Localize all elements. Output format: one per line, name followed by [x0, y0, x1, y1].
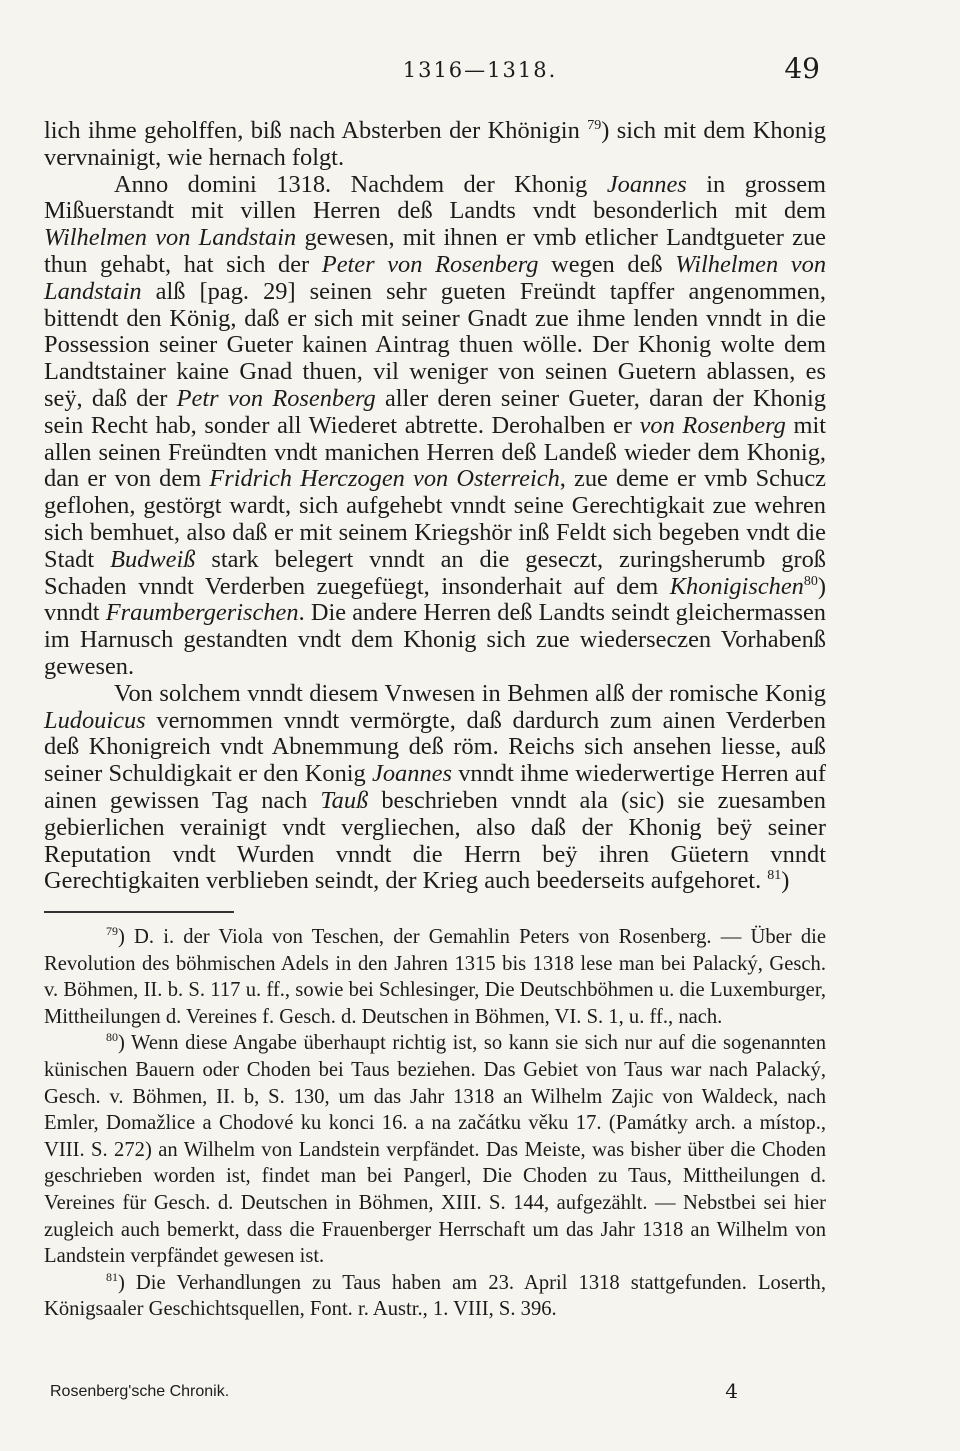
text-run: ) sich mit dem Khonig vervnainigt, wie hernach folgt.: [44, 117, 826, 171]
text-run: alß [pag. 29] seinen sehr gueten Freündt tapffer angenommen, bittendt den König, daß er sich mit seiner Gnadt zue ihme lenden vnndt in die Possession seiner Gueter kainen Aintrag thuen wölle. Der Khonig wolte dem Landtstainer kaine Gnad thuen, vil weniger von seinen Guetern ablassen, es seÿ, daß der: [44, 277, 826, 412]
text-run: gewesen, mit ihnen er vmb etlicher Landtgueter zue thun gehabt, hat sich der: [44, 224, 826, 278]
text-run: aller deren seiner Gueter, daran der Khonig sein Recht hab, sonder all Wiederet abtrette. Derohalben er: [44, 384, 826, 439]
footnote-79: [44, 924, 826, 1030]
text-run: , zue deme er vmb Schucz geflohen, gestörgt wardt, sich aufgehebt vnndt seine Gerechtigkait zue wehren sich bemhuet, also daß er mit seinem Kriegshör inß Feldt sich begeben vndt die Stadt: [44, 465, 826, 573]
paragraph-2: [44, 172, 826, 681]
page-number: 49: [784, 52, 820, 85]
paragraph-1: [44, 118, 826, 172]
footnote-text: ) Die Verhandlungen zu Taus haben am 23. April 1318 stattgefunden. Loserth, Königsaaler Geschichtsquellen, Font. r. Austr., 1. VIII, S. 396.: [44, 1271, 826, 1321]
footnote-number: 81: [106, 1269, 118, 1284]
name-fridrich: Fridrich Herczogen von Osterreich: [209, 465, 560, 493]
name-rosenberg: von Rosenberg: [639, 411, 786, 439]
running-header: 1316—1318.: [402, 58, 558, 82]
text-run: beschrieben vnndt ala (sic) sie zuesamben gebierlichen verainigt vndt vergliechen, also daß der Khonig beÿ seiner Reputation vndt Wurden vnndt die Herrn beÿ ihren Güetern vnndt Gerechtigkaiten verblieben seindt, der Krieg auch beederseits aufgehoret.: [44, 786, 826, 895]
text-run: wegen deß: [538, 250, 676, 278]
text-run: mit allen seinen Freündten vndt manichen Herren deß Landeß wieder dem Khonig, dan er von dem: [44, 411, 827, 493]
place-budweiss: Budweiß: [110, 545, 196, 573]
footnote-divider: [44, 911, 234, 913]
footnote-ref-80: 80: [803, 573, 818, 589]
name-joannes: Joannes: [606, 170, 687, 198]
footnote-ref-81: 81: [767, 868, 782, 884]
text-run: ): [781, 867, 790, 895]
footnote-81: [44, 1270, 826, 1323]
footnote-ref-79: 79: [587, 118, 602, 133]
text-run: stark belegert vnndt an die geseczt, zuringsherumb groß Schaden vnndt Verderben zuegefüegt, insonderhait auf dem: [44, 545, 826, 600]
name-wilhelm: Wilhelmen von Landstain: [44, 250, 827, 305]
main-text: [44, 118, 826, 895]
footnote-text: ) Wenn diese Angabe überhaupt richtig ist, so kann sie sich nur auf die sogenannten künischen Bauern oder Choden bei Taus beziehen. Das Gebiet von Taus war nach Palacký, Gesch. v. Böhmen, II. b, S. 130, um das Jahr 1318 an Wilhelm Zajic von Waldeck, nach Emler, Domažlice a Chodové ku konci 16. a na začátku věku 17. (Památky arch. a místop., VIII. S. 272) an Wilhelm von Landstein verpfändet. Das Meiste, was bisher über die Choden geschrieben worden ist, findet man bei Pangerl, Die Choden zu Taus, Mittheilungen d. Vereines für Gesch. d. Deutschen in Böhmen, XIII. S. 144, aufgezählt. — Nebstbei sei hier zugleich auch bemerkt, dass die Frauenberger Herrschaft um das Jahr 1318 an Wilhelm von Landstein verpfändet gewesen ist.: [44, 1032, 826, 1268]
footnotes: [44, 924, 826, 1323]
text-run: ) vnndt: [44, 572, 826, 627]
place-fraumberg: Fraumbergerischen: [105, 599, 299, 627]
place-khonigischen: Khonigischen: [669, 572, 804, 600]
paragraph-3: [44, 681, 826, 895]
sheet-number: 4: [725, 1379, 738, 1403]
name-joannes: Joannes: [372, 760, 452, 788]
text-run: vernommen vnndt vermörgte, daß dardurch zum ainen Verderben deß Khonigreich vndt Abnemmung deß röm. Reichs sich ansehen liesse, auß seiner Schuldigkait er den Konig: [44, 706, 826, 788]
name-peter: Peter von Rosenberg: [321, 250, 539, 278]
footnote-number: 79: [106, 924, 118, 938]
text-run: . Die andere Herren deß Landts seindt gleichermassen im Harnusch gestandten vndt dem Khonig sich zue wiederseczen Vorhabenß gewesen.: [44, 599, 826, 680]
text-run: lich ihme geholffen, biß nach Absterben der Khönigin: [44, 117, 588, 144]
footnote-80: [44, 1030, 826, 1269]
footnote-number: 80: [106, 1030, 118, 1045]
place-taus: Tauß: [320, 786, 369, 814]
text-run: vnndt ihme wiederwertige Herren auf ainen gewissen Tag nach: [44, 760, 826, 814]
footnote-text: ) D. i. der Viola von Teschen, der Gemahlin Peters von Rosenberg. — Über die Revolution des böhmischen Adels in den Jahren 1315 bis 1318 lese man bei Palacký, Gesch. v. Böhmen, II. b. S. 117 u. ff., sowie bei Schlesinger, Die Deutschböhmen u. die Luxemburger, Mittheilungen d. Vereines f. Gesch. d. Deutschen in Böhmen, VI. S. 1, u. ff., nach.: [44, 926, 826, 1028]
name-wilhelm: Wilhelmen von Landstain: [44, 224, 297, 252]
name-ludouicus: Ludouicus: [44, 706, 146, 734]
text-run: Von solchem vnndt diesem Vnwesen in Behmen alß der romische Konig: [114, 679, 826, 707]
name-petr: Petr von Rosenberg: [176, 384, 376, 412]
printer-signature: Rosenberg'sche Chronik.: [50, 1383, 230, 1400]
text-run: Anno domini 1318. Nachdem der Khonig: [114, 170, 607, 198]
text-run: in grossem Mißuerstandt mit villen Herren deß Landts vndt besonderlich mit dem: [44, 170, 827, 225]
